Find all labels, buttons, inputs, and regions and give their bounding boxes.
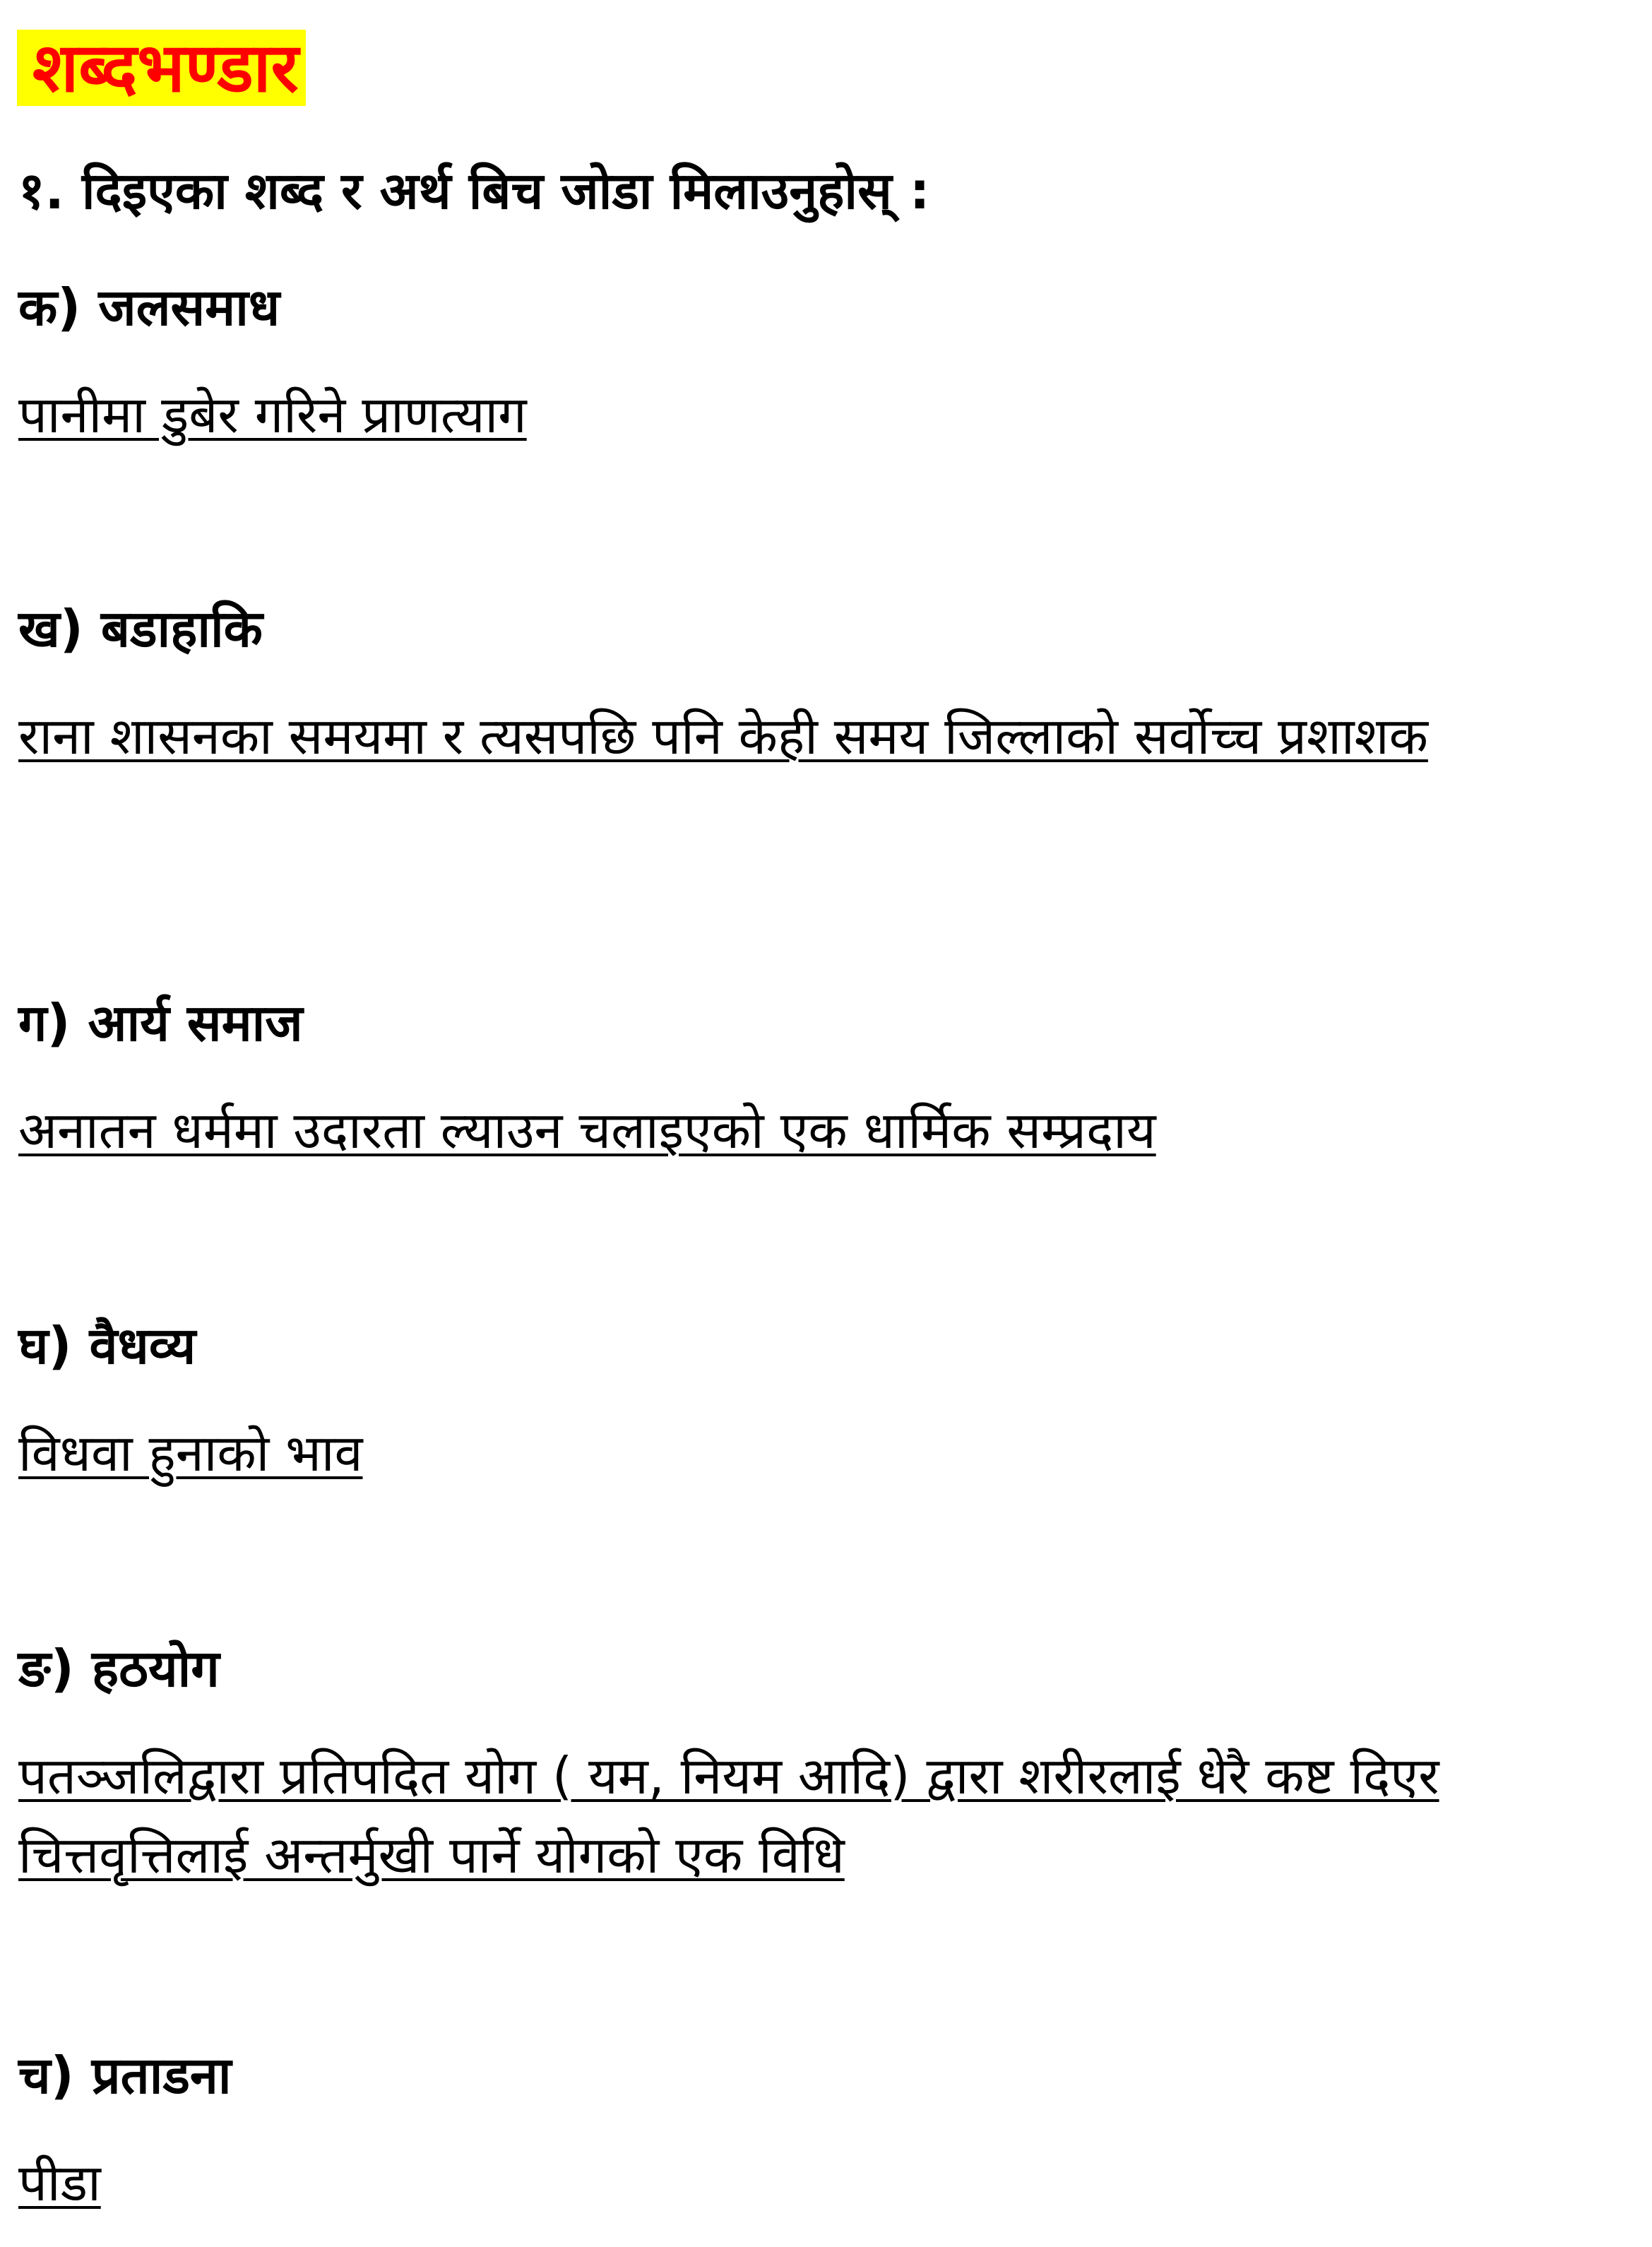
page-title: शब्दभण्डार	[17, 30, 306, 106]
vocab-entry	[18, 1633, 1636, 1895]
vocab-entry	[18, 988, 1636, 1170]
vocab-entry	[18, 2040, 1636, 2222]
vocab-term: ङ) हठयोग	[18, 1639, 220, 1698]
vocab-meaning: राना शासनका समयमा र त्यसपछि पनि केही समय जिल्लाको सर्वोच्च प्रशाशक	[18, 706, 1428, 766]
vocab-term: घ) वैधव्य	[18, 1316, 196, 1375]
vocab-meaning: विधवा हुनाको भाव	[18, 1423, 363, 1483]
vocab-meaning: पतञ्जलिद्वारा प्रतिपदित योग ( यम, नियम आदि) द्वारा शरीरलाई धेरै कष्ट दिएर चित्तवृत्तिलाई अन्तर्मुखी पार्ने योगको एक विधि	[18, 1746, 1439, 1885]
vocab-term: ग) आर्य समाज	[18, 993, 303, 1053]
vocab-meaning: अनातन धर्ममा उदारता ल्याउन चलाइएको एक धार्मिक सम्प्रदाय	[18, 1101, 1156, 1160]
vocab-entry	[18, 1310, 1636, 1493]
vocab-entry	[18, 593, 1636, 776]
question-instruction: १. दिइएका शब्द र अर्थ बिच जोडा मिलाउनुहोस् :	[18, 161, 930, 220]
vocab-term: ख) बडाहाकि	[18, 599, 263, 658]
vocab-meaning: पीडा	[18, 2153, 101, 2212]
vocab-entry	[18, 272, 1636, 454]
vocab-term: क) जलसमाध	[18, 278, 280, 337]
vocab-term: च) प्रताडना	[18, 2046, 232, 2105]
vocab-meaning: पानीमा डुबेर गरिने प्राणत्याग	[18, 385, 527, 444]
